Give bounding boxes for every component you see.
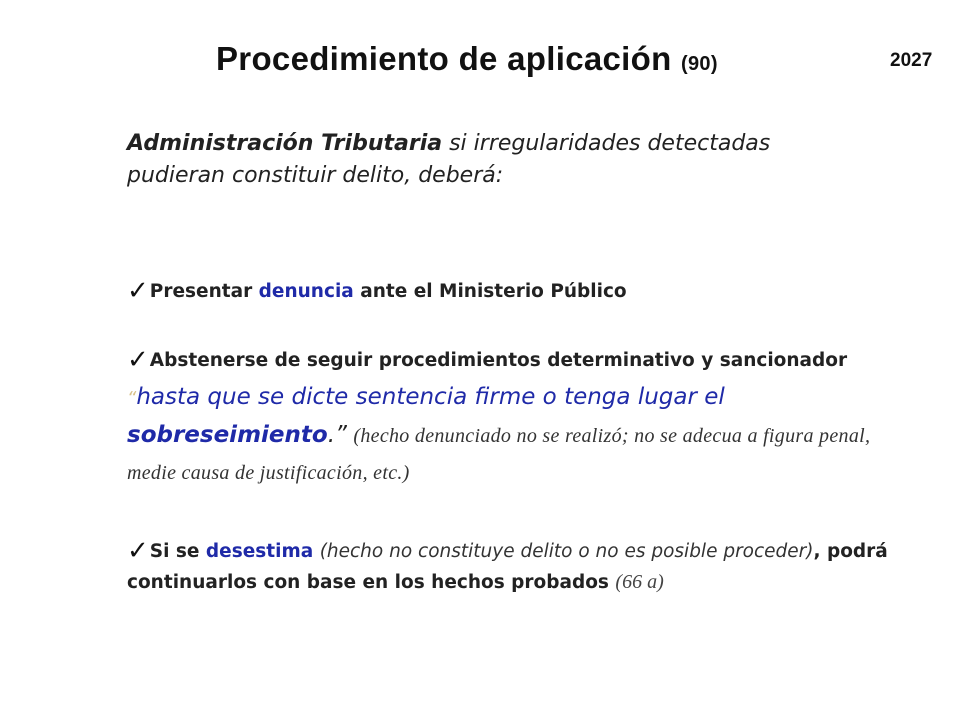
bullet-2-quote-open: “	[127, 388, 137, 409]
bullet-2-quote-bold: sobreseimiento	[127, 422, 328, 448]
bullet-2-line1: Abstenerse de seguir procedimientos determinativo y sancionador	[149, 350, 848, 371]
bullet-desestima	[127, 536, 927, 598]
slide-title	[216, 40, 718, 78]
slide-title-ref: (90)	[681, 53, 718, 75]
bullet-3-pre: Si se	[149, 541, 200, 562]
bullet-abstenerse	[127, 342, 907, 492]
bullet-1-highlight: denuncia	[258, 281, 354, 302]
check-mark-icon: ✓	[127, 536, 149, 566]
intro-subject: Administración Tributaria	[127, 131, 443, 156]
bullet-3-paren: (hecho no constituye delito o no es posible proceder)	[319, 541, 814, 562]
bullet-3-highlight: desestima	[205, 541, 314, 562]
check-mark-icon: ✓	[127, 276, 149, 306]
bullet-1-post: ante el Ministerio Público	[360, 281, 627, 302]
bullet-3-post: , podrá continuarlos con base en los hechos probados	[127, 541, 888, 593]
bullet-2-paren: (hecho denunciado no se realizó; no se adecua a figura penal, medie causa de justificación, etc.)	[127, 425, 871, 484]
intro-rest: si irregularidades detectadas pudieran constituir delito, deberá:	[127, 131, 771, 188]
bullet-1-pre: Presentar	[149, 281, 253, 302]
page-number: 2027	[890, 50, 933, 71]
check-mark-icon: ✓	[127, 345, 149, 375]
intro-paragraph	[127, 128, 867, 192]
bullet-2-quote-text: hasta que se dicte sentencia firme o tenga lugar el	[136, 384, 725, 410]
bullet-3-ref: (66 a)	[615, 571, 664, 593]
bullet-2-quote-close: .”	[327, 422, 347, 448]
bullet-denuncia	[127, 276, 627, 306]
slide-title-text: Procedimiento de aplicación	[216, 40, 672, 77]
